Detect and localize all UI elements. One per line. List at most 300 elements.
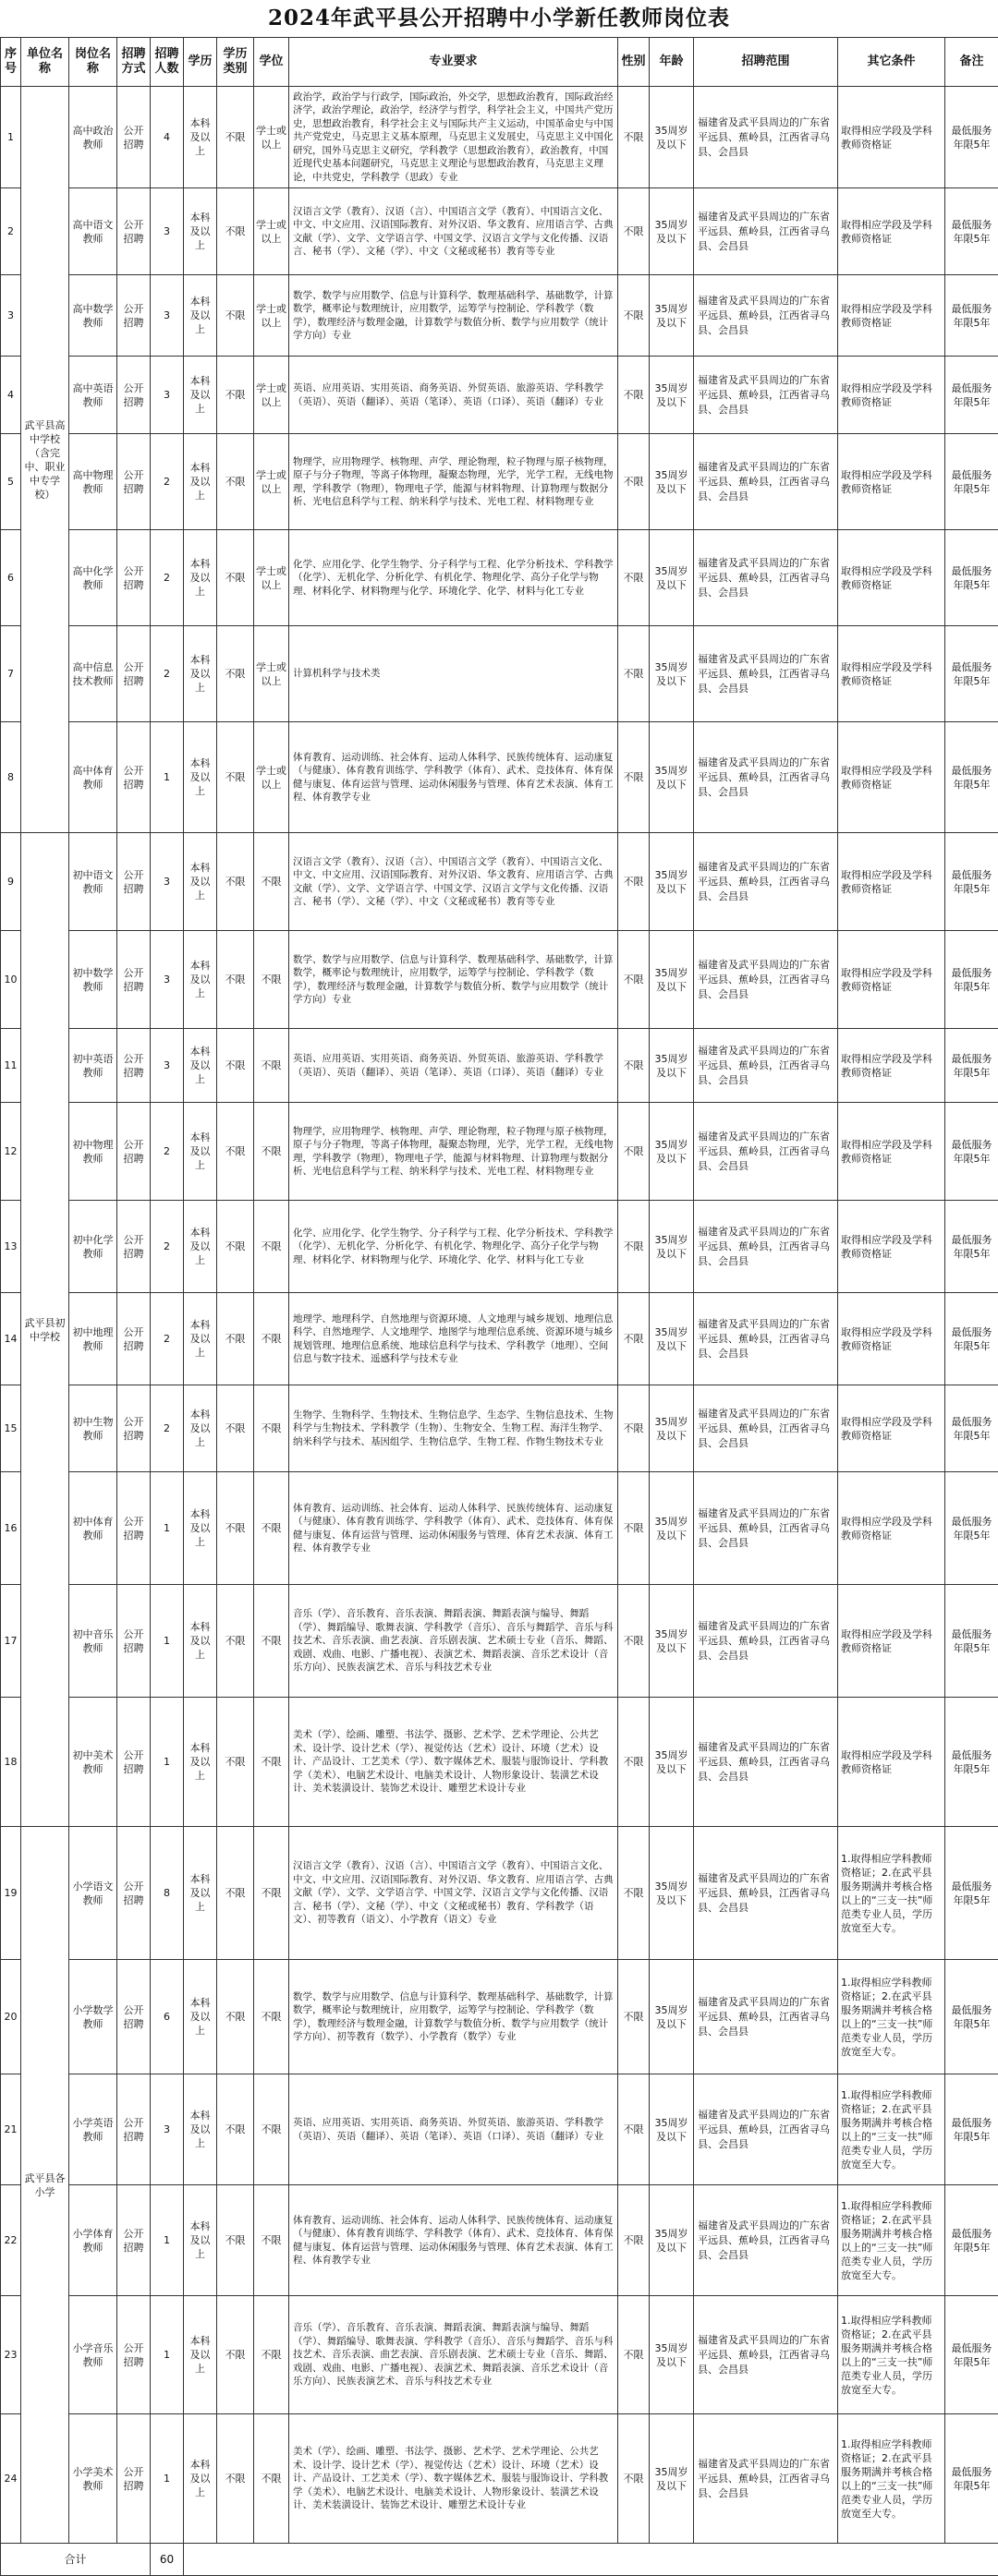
degree: 不限 [254, 2074, 289, 2185]
table-row [1, 275, 998, 357]
recruit-count: 1 [151, 1585, 184, 1698]
remarks: 最低服务年限5年 [945, 1472, 998, 1585]
recruit-scope: 福建省及武平县周边的广东省平远县、蕉岭县，江西省寻乌县、会昌县 [694, 1472, 838, 1585]
remarks: 最低服务年限5年 [945, 626, 998, 722]
age: 35周岁及以下 [650, 626, 694, 722]
degree: 不限 [254, 931, 289, 1029]
gender: 不限 [618, 2296, 650, 2414]
age: 35周岁及以下 [650, 1293, 694, 1385]
recruit-scope: 福建省及武平县周边的广东省平远县、蕉岭县，江西省寻乌县、会昌县 [694, 1827, 838, 1960]
header-method: 招聘方式 [117, 38, 151, 87]
recruit-count: 3 [151, 931, 184, 1029]
major-requirement: 数学、数学与应用数学、信息与计算科学、数理基础科学、基础数学，计算数学，概率论与数理统计，应用数学，运筹学与控制论、学科教学（数学），数理经济与数理金融，计算数学与数值分析、数学与应用数学（统计学方向）专业 [289, 275, 618, 357]
major-requirement: 汉语言文学（教育）、汉语（言）、中国语言文学（教育）、中国语言文化、中文、中文应用、汉语国际教育、对外汉语、华文教育、应用语言学、古典文献（学）、文学、文学语言学、中国文学、汉语言文学与文化传播、汉语言、秘书（学）、文秘（学）、中文（文秘或秘书）教育等专业 [289, 833, 618, 931]
post-name: 初中美术教师 [69, 1698, 117, 1827]
education-type: 不限 [217, 1385, 254, 1472]
education: 本科及以上 [184, 2185, 217, 2296]
education: 本科及以上 [184, 1385, 217, 1472]
degree: 学士或以上 [254, 722, 289, 833]
gender: 不限 [618, 722, 650, 833]
degree: 学士或以上 [254, 357, 289, 434]
degree: 不限 [254, 2185, 289, 2296]
other-conditions: 取得相应学段及学科教师资格证 [838, 1293, 945, 1385]
row-no: 5 [1, 434, 21, 530]
gender: 不限 [618, 434, 650, 530]
gender: 不限 [618, 1698, 650, 1827]
major-requirement: 计算机科学与技术类 [289, 626, 618, 722]
recruit-method: 公开招聘 [117, 931, 151, 1029]
remarks: 最低服务年限5年 [945, 1385, 998, 1472]
education-type: 不限 [217, 722, 254, 833]
education-type: 不限 [217, 931, 254, 1029]
gender: 不限 [618, 1827, 650, 1960]
gender: 不限 [618, 1103, 650, 1201]
recruit-scope: 福建省及武平县周边的广东省平远县、蕉岭县，江西省寻乌县、会昌县 [694, 275, 838, 357]
education: 本科及以上 [184, 2074, 217, 2185]
age: 35周岁及以下 [650, 1385, 694, 1472]
remarks: 最低服务年限5年 [945, 2296, 998, 2414]
other-conditions: 取得相应学段及学科教师资格证 [838, 357, 945, 434]
age: 35周岁及以下 [650, 833, 694, 931]
education: 本科及以上 [184, 87, 217, 188]
table-row [1, 1029, 998, 1103]
age: 35周岁及以下 [650, 722, 694, 833]
degree: 不限 [254, 1585, 289, 1698]
recruit-method: 公开招聘 [117, 2185, 151, 2296]
post-name: 初中语文教师 [69, 833, 117, 931]
recruit-method: 公开招聘 [117, 2414, 151, 2544]
remarks: 最低服务年限5年 [945, 1293, 998, 1385]
recruit-scope: 福建省及武平县周边的广东省平远县、蕉岭县，江西省寻乌县、会昌县 [694, 1385, 838, 1472]
education-type: 不限 [217, 1472, 254, 1585]
remarks: 最低服务年限5年 [945, 275, 998, 357]
education: 本科及以上 [184, 1103, 217, 1201]
age: 35周岁及以下 [650, 1029, 694, 1103]
table-body [1, 87, 998, 2576]
other-conditions: 取得相应学段及学科教师资格证 [838, 1385, 945, 1472]
other-conditions: 1.取得相应学科教师资格证；2.在武平县服务期满并考核合格以上的“三支一扶”师范类专业人员，学历放宽至大专。 [838, 1827, 945, 1960]
age: 35周岁及以下 [650, 275, 694, 357]
remarks: 最低服务年限5年 [945, 87, 998, 188]
post-name: 小学体育教师 [69, 2185, 117, 2296]
degree: 不限 [254, 1385, 289, 1472]
gender: 不限 [618, 2185, 650, 2296]
recruit-method: 公开招聘 [117, 357, 151, 434]
age: 35周岁及以下 [650, 2074, 694, 2185]
gender: 不限 [618, 1201, 650, 1293]
degree: 学士或以上 [254, 188, 289, 275]
row-no: 10 [1, 931, 21, 1029]
row-no: 23 [1, 2296, 21, 2414]
education-type: 不限 [217, 188, 254, 275]
table-row [1, 722, 998, 833]
remarks: 最低服务年限5年 [945, 2185, 998, 2296]
recruit-method: 公开招聘 [117, 2296, 151, 2414]
table-row [1, 1103, 998, 1201]
remarks: 最低服务年限5年 [945, 1585, 998, 1698]
total-count: 60 [151, 2544, 184, 2576]
gender: 不限 [618, 1960, 650, 2074]
recruit-method: 公开招聘 [117, 1201, 151, 1293]
recruit-count: 3 [151, 188, 184, 275]
degree: 不限 [254, 1472, 289, 1585]
post-name: 小学美术教师 [69, 2414, 117, 2544]
remarks: 最低服务年限5年 [945, 188, 998, 275]
education: 本科及以上 [184, 275, 217, 357]
major-requirement: 数学、数学与应用数学、信息与计算科学、数理基础科学、基础数学，计算数学，概率论与数理统计，应用数学，运筹学与控制论、学科教学（数学），数理经济与数理金融，计算数学与数值分析、数学与应用数学（统计学方向）专业 [289, 931, 618, 1029]
recruit-method: 公开招聘 [117, 2074, 151, 2185]
post-name: 小学数学教师 [69, 1960, 117, 2074]
recruit-count: 2 [151, 530, 184, 626]
education: 本科及以上 [184, 2414, 217, 2544]
gender: 不限 [618, 833, 650, 931]
major-requirement: 政治学，政治学与行政学，国际政治，外交学，思想政治教育，国际政治经济学，政治学理论，政治学，经济学与哲学，科学社会主义，中国共产党历史，思想政治教育，科学社会主义与国际共产主义运动，中国革命史与中国共产党党史，马克思主义基本原理，马克思主义发展史，马克思主义中国化研究，国外马克思主义研究，学科教学（思想政治教育），政治教育，中国近现代史基本问题研究，马克思主义理论与思想政治教育，马克思主义理论，中共党史，学科教学（思政）专业 [289, 87, 618, 188]
table-row [1, 530, 998, 626]
major-requirement: 英语、应用英语、实用英语、商务英语、外贸英语、旅游英语、学科教学（英语）、英语（翻译）、英语（笔译）、英语（口译）、英语（翻译）专业 [289, 1029, 618, 1103]
other-conditions: 取得相应学段及学科教师资格证 [838, 1585, 945, 1698]
education-type: 不限 [217, 626, 254, 722]
gender: 不限 [618, 1029, 650, 1103]
recruit-count: 8 [151, 1827, 184, 1960]
total-row [1, 2544, 998, 2576]
education-type: 不限 [217, 530, 254, 626]
education-type: 不限 [217, 1960, 254, 2074]
age: 35周岁及以下 [650, 1827, 694, 1960]
table-row [1, 626, 998, 722]
education-type: 不限 [217, 1103, 254, 1201]
post-name: 高中体育教师 [69, 722, 117, 833]
row-no: 19 [1, 1827, 21, 1960]
row-no: 14 [1, 1293, 21, 1385]
gender: 不限 [618, 357, 650, 434]
age: 35周岁及以下 [650, 1201, 694, 1293]
education: 本科及以上 [184, 1827, 217, 1960]
major-requirement: 数学、数学与应用数学、信息与计算科学、数理基础科学、基础数学，计算数学，概率论与数理统计，应用数学，运筹学与控制论、学科教学（数学），数理经济与数理金融，计算数学与数值分析、数学与应用数学（统计学方向）、初等教育（数学）、小学教育（数学）专业 [289, 1960, 618, 2074]
remarks: 最低服务年限5年 [945, 1201, 998, 1293]
remarks: 最低服务年限5年 [945, 1960, 998, 2074]
degree: 学士或以上 [254, 530, 289, 626]
age: 35周岁及以下 [650, 1585, 694, 1698]
header-no: 序号 [1, 38, 21, 87]
recruit-method: 公开招聘 [117, 722, 151, 833]
gender: 不限 [618, 626, 650, 722]
education-type: 不限 [217, 87, 254, 188]
row-no: 22 [1, 2185, 21, 2296]
remarks: 最低服务年限5年 [945, 722, 998, 833]
other-conditions: 取得相应学段及学科教师资格证 [838, 188, 945, 275]
gender: 不限 [618, 2074, 650, 2185]
recruit-method: 公开招聘 [117, 530, 151, 626]
age: 35周岁及以下 [650, 1960, 694, 2074]
header-degree: 学位 [254, 38, 289, 87]
other-conditions: 取得相应学段及学科教师资格证 [838, 1029, 945, 1103]
post-name: 小学英语教师 [69, 2074, 117, 2185]
post-name: 高中化学教师 [69, 530, 117, 626]
education: 本科及以上 [184, 530, 217, 626]
recruit-scope: 福建省及武平县周边的广东省平远县、蕉岭县，江西省寻乌县、会昌县 [694, 722, 838, 833]
recruit-count: 2 [151, 1103, 184, 1201]
other-conditions: 取得相应学段及学科教师资格证 [838, 434, 945, 530]
row-no: 21 [1, 2074, 21, 2185]
education-type: 不限 [217, 275, 254, 357]
recruit-count: 1 [151, 1698, 184, 1827]
major-requirement: 体育教育、运动训练、社会体育、运动人体科学、民族传统体育、运动康复（与健康）、体育教育训练学、学科教学（体育）、武术、竞技体育、体育保健与康复、体育运营与管理、运动休闲服务与管理、体育艺术表演、体育工程、体育教学专业 [289, 1472, 618, 1585]
major-requirement: 汉语言文学（教育）、汉语（言）、中国语言文学（教育）、中国语言文化、中文、中文应用、汉语国际教育、对外汉语、华文教育、应用语言学、古典文献（学）、文学、文学语言学、中国文学、汉语言文学与文化传播、汉语言、秘书（学）、文秘（学）、中文（文秘或秘书）教育、学科教学（语文）、初等教育（语文）、小学教育（语文）专业 [289, 1827, 618, 1960]
other-conditions: 取得相应学段及学科教师资格证 [838, 1201, 945, 1293]
row-no: 12 [1, 1103, 21, 1201]
major-requirement: 英语、应用英语、实用英语、商务英语、外贸英语、旅游英语、学科教学（英语）、英语（翻译）、英语（笔译）、英语（口译）、英语（翻译）专业 [289, 357, 618, 434]
post-name: 初中地理教师 [69, 1293, 117, 1385]
degree: 学士或以上 [254, 87, 289, 188]
table-row [1, 1293, 998, 1385]
age: 35周岁及以下 [650, 2296, 694, 2414]
education-type: 不限 [217, 434, 254, 530]
other-conditions: 取得相应学段及学科教师资格证 [838, 1472, 945, 1585]
gender: 不限 [618, 530, 650, 626]
major-requirement: 物理学，应用物理学、核物理、声学、理论物理，粒子物理与原子核物理，原子与分子物理，等离子体物理，凝聚态物理，光学，光学工程，无线电物理，学科教学（物理），物理电子学，能源与材料物理、计算物理与数据分析、光电信息科学与工程、纳米科学与技术、光电工程、材料物理专业 [289, 1103, 618, 1201]
recruit-method: 公开招聘 [117, 1698, 151, 1827]
recruit-scope: 福建省及武平县周边的广东省平远县、蕉岭县，江西省寻乌县、会昌县 [694, 1029, 838, 1103]
recruit-scope: 福建省及武平县周边的广东省平远县、蕉岭县，江西省寻乌县、会昌县 [694, 87, 838, 188]
header-cond: 其它条件 [838, 38, 945, 87]
degree: 不限 [254, 1960, 289, 2074]
major-requirement: 美术（学）、绘画、雕塑、书法学、摄影、艺术学、艺术学理论、公共艺术、设计学、设计艺术（学）、视觉传达（艺术）设计、环境（艺术）设计、产品设计、工艺美术（学）、数字媒体艺术、服装与服饰设计、学科教学（美术）、电脑艺术设计、电脑美术设计、人物形象设计、装潢艺术设计、美术装潢设计、装饰艺术设计、雕塑艺术设计专业 [289, 1698, 618, 1827]
education: 本科及以上 [184, 1585, 217, 1698]
gender: 不限 [618, 1472, 650, 1585]
major-requirement: 音乐（学）、音乐教育、音乐表演、舞蹈表演、舞蹈表演与编导、舞蹈（学）、舞蹈编导、歌舞表演、学科教学（音乐）、音乐与舞蹈学、音乐与科技艺术、音乐表演、曲艺表演、音乐剧表演、艺术硕士专业（音乐、舞蹈、戏剧、戏曲、电影、广播电视）、表演艺术、舞蹈表演、音乐艺术设计（音乐方向）、民族表演艺术、音乐与科技艺术专业 [289, 1585, 618, 1698]
header-edu-type: 学历类别 [217, 38, 254, 87]
row-no: 7 [1, 626, 21, 722]
recruit-scope: 福建省及武平县周边的广东省平远县、蕉岭县，江西省寻乌县、会昌县 [694, 530, 838, 626]
recruit-count: 3 [151, 833, 184, 931]
major-requirement: 美术（学）、绘画、雕塑、书法学、摄影、艺术学、艺术学理论、公共艺术、设计学、设计艺术（学）、视觉传达（艺术）设计、环境（艺术）设计、产品设计、工艺美术（学）、数字媒体艺术、服装与服饰设计、学科教学（美术）、电脑艺术设计、电脑美术设计、人物形象设计、装潢艺术设计、美术装潢设计、装饰艺术设计、雕塑艺术设计专业 [289, 2414, 618, 2544]
other-conditions: 1.取得相应学科教师资格证；2.在武平县服务期满并考核合格以上的“三支一扶”师范类专业人员，学历放宽至大专。 [838, 1960, 945, 2074]
header-unit: 单位名称 [21, 38, 69, 87]
row-no: 6 [1, 530, 21, 626]
recruit-count: 1 [151, 2414, 184, 2544]
recruit-count: 1 [151, 2185, 184, 2296]
recruit-method: 公开招聘 [117, 1293, 151, 1385]
table-row [1, 188, 998, 275]
page-title: 2024年武平县公开招聘中小学新任教师岗位表 [0, 0, 998, 37]
degree: 不限 [254, 1827, 289, 1960]
recruit-count: 6 [151, 1960, 184, 2074]
post-name: 小学音乐教师 [69, 2296, 117, 2414]
table-row [1, 357, 998, 434]
recruit-scope: 福建省及武平县周边的广东省平远县、蕉岭县，江西省寻乌县、会昌县 [694, 434, 838, 530]
degree: 不限 [254, 833, 289, 931]
other-conditions: 取得相应学段及学科教师资格证 [838, 833, 945, 931]
table-row [1, 833, 998, 931]
header-count: 招聘人数 [151, 38, 184, 87]
post-name: 高中政治教师 [69, 87, 117, 188]
degree: 学士或以上 [254, 626, 289, 722]
row-no: 20 [1, 1960, 21, 2074]
table-row [1, 2414, 998, 2544]
table-row [1, 1385, 998, 1472]
education: 本科及以上 [184, 722, 217, 833]
post-name: 高中物理教师 [69, 434, 117, 530]
row-no: 2 [1, 188, 21, 275]
table-row [1, 2296, 998, 2414]
recruit-scope: 福建省及武平县周边的广东省平远县、蕉岭县，江西省寻乌县、会昌县 [694, 626, 838, 722]
post-name: 小学语文教师 [69, 1827, 117, 1960]
other-conditions: 取得相应学段及学科教师资格证 [838, 626, 945, 722]
unit-name: 武平县各小学 [21, 1827, 69, 2544]
recruit-scope: 福建省及武平县周边的广东省平远县、蕉岭县，江西省寻乌县、会昌县 [694, 2074, 838, 2185]
degree: 学士或以上 [254, 434, 289, 530]
other-conditions: 取得相应学段及学科教师资格证 [838, 1103, 945, 1201]
other-conditions: 取得相应学段及学科教师资格证 [838, 722, 945, 833]
recruit-method: 公开招聘 [117, 1960, 151, 2074]
age: 35周岁及以下 [650, 2414, 694, 2544]
remarks: 最低服务年限5年 [945, 833, 998, 931]
gender: 不限 [618, 1585, 650, 1698]
recruit-count: 2 [151, 1201, 184, 1293]
gender: 不限 [618, 87, 650, 188]
other-conditions: 取得相应学段及学科教师资格证 [838, 931, 945, 1029]
row-no: 24 [1, 2414, 21, 2544]
education: 本科及以上 [184, 931, 217, 1029]
education: 本科及以上 [184, 1029, 217, 1103]
recruit-method: 公开招聘 [117, 1029, 151, 1103]
major-requirement: 物理学，应用物理学、核物理、声学、理论物理，粒子物理与原子核物理，原子与分子物理，等离子体物理，凝聚态物理，光学，光学工程，无线电物理，学科教学（物理），物理电子学，能源与材料物理、计算物理与数据分析、光电信息科学与工程、纳米科学与技术、光电工程、材料物理专业 [289, 434, 618, 530]
remarks: 最低服务年限5年 [945, 1698, 998, 1827]
major-requirement: 体育教育、运动训练、社会体育、运动人体科学、民族传统体育、运动康复（与健康）、体育教育训练学、学科教学（体育）、武术、竞技体育、体育保健与康复、体育运营与管理、运动休闲服务与管理、体育艺术表演、体育工程、体育教学专业 [289, 2185, 618, 2296]
education-type: 不限 [217, 1585, 254, 1698]
recruit-count: 1 [151, 1472, 184, 1585]
other-conditions: 取得相应学段及学科教师资格证 [838, 275, 945, 357]
education-type: 不限 [217, 2296, 254, 2414]
table-row [1, 1585, 998, 1698]
recruit-scope: 福建省及武平县周边的广东省平远县、蕉岭县，江西省寻乌县、会昌县 [694, 1293, 838, 1385]
row-no: 4 [1, 357, 21, 434]
education: 本科及以上 [184, 833, 217, 931]
education-type: 不限 [217, 1827, 254, 1960]
header-edu: 学历 [184, 38, 217, 87]
recruit-count: 2 [151, 1385, 184, 1472]
row-no: 9 [1, 833, 21, 931]
recruit-method: 公开招聘 [117, 1585, 151, 1698]
table-row [1, 1960, 998, 2074]
row-no: 8 [1, 722, 21, 833]
education: 本科及以上 [184, 434, 217, 530]
major-requirement: 体育教育、运动训练、社会体育、运动人体科学、民族传统体育、运动康复（与健康）、体育教育训练学、学科教学（体育）、武术、竞技体育、体育保健与康复、体育运营与管理、运动休闲服务与管理、体育艺术表演、体育工程、体育教学专业 [289, 722, 618, 833]
header-note: 备注 [945, 38, 998, 87]
recruit-scope: 福建省及武平县周边的广东省平远县、蕉岭县，江西省寻乌县、会昌县 [694, 1201, 838, 1293]
recruit-scope: 福建省及武平县周边的广东省平远县、蕉岭县，江西省寻乌县、会昌县 [694, 931, 838, 1029]
total-empty [184, 2544, 998, 2576]
education-type: 不限 [217, 1293, 254, 1385]
other-conditions: 1.取得相应学科教师资格证；2.在武平县服务期满并考核合格以上的“三支一扶”师范类专业人员，学历放宽至大专。 [838, 2296, 945, 2414]
other-conditions: 1.取得相应学科教师资格证；2.在武平县服务期满并考核合格以上的“三支一扶”师范类专业人员，学历放宽至大专。 [838, 2414, 945, 2544]
gender: 不限 [618, 931, 650, 1029]
major-requirement: 化学、应用化学、化学生物学、分子科学与工程、化学分析技术、学科教学（化学）、无机化学、分析化学、有机化学、物理化学、高分子化学与物理、材料化学、材料物理与化学、环境化学、化学、材料与化工专业 [289, 1201, 618, 1293]
post-name: 初中化学教师 [69, 1201, 117, 1293]
header-gender: 性别 [618, 38, 650, 87]
table-row [1, 87, 998, 188]
gender: 不限 [618, 1385, 650, 1472]
recruit-scope: 福建省及武平县周边的广东省平远县、蕉岭县，江西省寻乌县、会昌县 [694, 2296, 838, 2414]
remarks: 最低服务年限5年 [945, 2414, 998, 2544]
education-type: 不限 [217, 2074, 254, 2185]
degree: 不限 [254, 1103, 289, 1201]
header-age: 年龄 [650, 38, 694, 87]
major-requirement: 汉语言文学（教育）、汉语（言）、中国语言文学（教育）、中国语言文化、中文、中文应用、汉语国际教育、对外汉语、华文教育、应用语言学、古典文献（学）、文学、文学语言学、中国文学、汉语言文学与文化传播、汉语言、秘书（学）、文秘（学）、中文（文秘或秘书）教育等专业 [289, 188, 618, 275]
unit-name: 武平县高中学校（含完中、职业中专学校） [21, 87, 69, 833]
other-conditions: 取得相应学段及学科教师资格证 [838, 1698, 945, 1827]
post-name: 初中体育教师 [69, 1472, 117, 1585]
major-requirement: 音乐（学）、音乐教育、音乐表演、舞蹈表演、舞蹈表演与编导、舞蹈（学）、舞蹈编导、歌舞表演、学科教学（音乐）、音乐与舞蹈学、音乐与科技艺术、音乐表演、曲艺表演、音乐剧表演、艺术硕士专业（音乐、舞蹈、戏剧、戏曲、电影、广播电视）、表演艺术、舞蹈表演、音乐艺术设计（音乐方向）、民族表演艺术、音乐与科技艺术专业 [289, 2296, 618, 2414]
row-no: 17 [1, 1585, 21, 1698]
remarks: 最低服务年限5年 [945, 931, 998, 1029]
recruit-scope: 福建省及武平县周边的广东省平远县、蕉岭县，江西省寻乌县、会昌县 [694, 357, 838, 434]
recruit-method: 公开招聘 [117, 1103, 151, 1201]
table-row [1, 1201, 998, 1293]
recruit-method: 公开招聘 [117, 833, 151, 931]
age: 35周岁及以下 [650, 1698, 694, 1827]
remarks: 最低服务年限5年 [945, 357, 998, 434]
recruit-method: 公开招聘 [117, 1385, 151, 1472]
gender: 不限 [618, 1293, 650, 1385]
recruit-count: 3 [151, 357, 184, 434]
other-conditions: 1.取得相应学科教师资格证；2.在武平县服务期满并考核合格以上的“三支一扶”师范类专业人员，学历放宽至大专。 [838, 2074, 945, 2185]
post-name: 高中信息技术教师 [69, 626, 117, 722]
recruit-method: 公开招聘 [117, 188, 151, 275]
degree: 不限 [254, 1698, 289, 1827]
education-type: 不限 [217, 357, 254, 434]
recruit-scope: 福建省及武平县周边的广东省平远县、蕉岭县，江西省寻乌县、会昌县 [694, 833, 838, 931]
recruit-count: 2 [151, 626, 184, 722]
age: 35周岁及以下 [650, 931, 694, 1029]
total-label: 合计 [1, 2544, 151, 2576]
recruit-method: 公开招聘 [117, 1472, 151, 1585]
degree: 不限 [254, 1201, 289, 1293]
education: 本科及以上 [184, 626, 217, 722]
recruit-scope: 福建省及武平县周边的广东省平远县、蕉岭县，江西省寻乌县、会昌县 [694, 1698, 838, 1827]
recruit-scope: 福建省及武平县周边的广东省平远县、蕉岭县，江西省寻乌县、会昌县 [694, 188, 838, 275]
header-row [1, 38, 998, 87]
major-requirement: 化学、应用化学、化学生物学、分子科学与工程、化学分析技术、学科教学（化学）、无机化学、分析化学、有机化学、物理化学、高分子化学与物理、材料化学、材料物理与化学、环境化学、化学、材料与化工专业 [289, 530, 618, 626]
degree: 不限 [254, 2414, 289, 2544]
row-no: 13 [1, 1201, 21, 1293]
recruit-count: 2 [151, 434, 184, 530]
degree: 不限 [254, 2296, 289, 2414]
recruit-scope: 福建省及武平县周边的广东省平远县、蕉岭县，江西省寻乌县、会昌县 [694, 1960, 838, 2074]
degree: 不限 [254, 1029, 289, 1103]
recruit-count: 4 [151, 87, 184, 188]
age: 35周岁及以下 [650, 1103, 694, 1201]
recruitment-table [0, 37, 998, 2576]
recruit-count: 2 [151, 1293, 184, 1385]
education: 本科及以上 [184, 1698, 217, 1827]
remarks: 最低服务年限5年 [945, 1029, 998, 1103]
recruit-scope: 福建省及武平县周边的广东省平远县、蕉岭县，江西省寻乌县、会昌县 [694, 2414, 838, 2544]
recruit-method: 公开招聘 [117, 275, 151, 357]
age: 35周岁及以下 [650, 2185, 694, 2296]
recruit-count: 3 [151, 1029, 184, 1103]
remarks: 最低服务年限5年 [945, 530, 998, 626]
other-conditions: 取得相应学段及学科教师资格证 [838, 530, 945, 626]
education-type: 不限 [217, 1201, 254, 1293]
education: 本科及以上 [184, 1960, 217, 2074]
post-name: 初中数学教师 [69, 931, 117, 1029]
age: 35周岁及以下 [650, 530, 694, 626]
education-type: 不限 [217, 2185, 254, 2296]
row-no: 11 [1, 1029, 21, 1103]
age: 35周岁及以下 [650, 434, 694, 530]
major-requirement: 英语、应用英语、实用英语、商务英语、外贸英语、旅游英语、学科教学（英语）、英语（翻译）、英语（笔译）、英语（口译）、英语（翻译）专业 [289, 2074, 618, 2185]
